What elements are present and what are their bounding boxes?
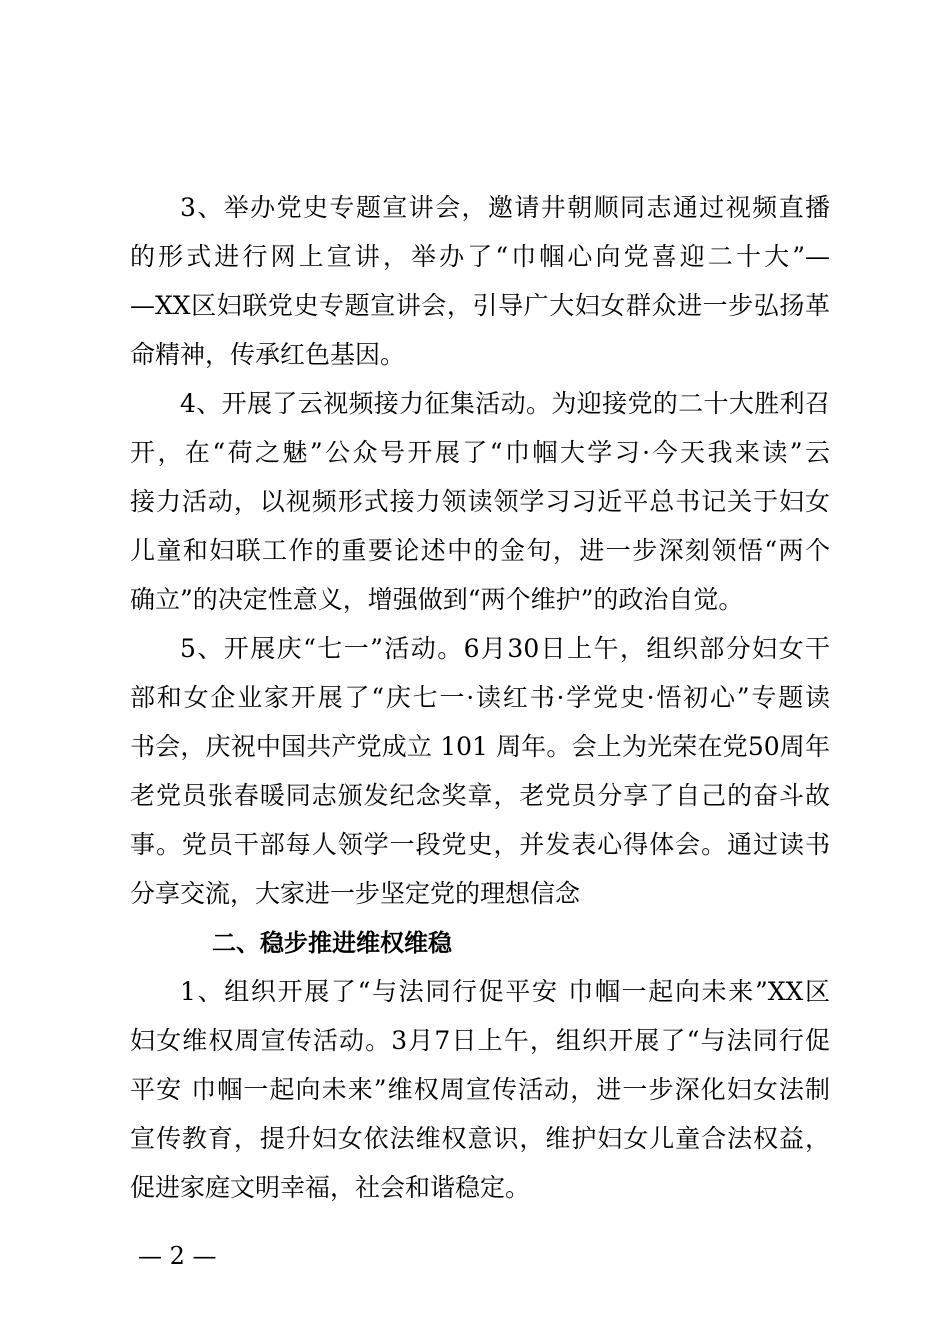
paragraph-3-line-1: 3、举办党史专题宣讲会，邀请井朝顺同志通过视频直播	[180, 193, 830, 222]
paragraph-3-line-3: —XX区妇联党史专题宣讲会，引导广大妇女群众进一步弘扬革	[130, 291, 830, 320]
paragraph-6-line-3: 平安 巾帼一起向未来”维权周宣传活动，进一步深化妇女法制	[130, 1075, 830, 1104]
paragraph-6-line-1: 1、组织开展了“与法同行促平安 巾帼一起向未来”XX区	[180, 977, 830, 1006]
paragraph-5-line-5: 事。党员干部每人领学一段党史，并发表心得体会。通过读书	[130, 830, 830, 859]
page-number: — 2 —	[138, 1242, 217, 1270]
paragraph-5-line-3: 书会，庆祝中国共产党成立 101 周年。会上为光荣在党50周年	[130, 732, 830, 761]
paragraph-4-line-4: 儿童和妇联工作的重要论述中的金句，进一步深刻领悟“两个	[130, 536, 830, 565]
paragraph-4-line-2: 开，在“荷之魅”公众号开展了“巾帼大学习·今天我来读”云	[130, 438, 830, 467]
paragraph-4-line-1: 4、开展了云视频接力征集活动。为迎接党的二十大胜利召	[180, 389, 830, 418]
paragraph-3-line-2: 的形式进行网上宣讲，举办了“巾帼心向党喜迎二十大”—	[130, 242, 830, 271]
section-heading: 二、稳步推进维权维稳	[212, 929, 452, 957]
paragraph-6-line-5: 促进家庭文明幸福，社会和谐稳定。	[130, 1173, 531, 1202]
paragraph-4-line-5: 确立”的决定性意义，增强做到“两个维护”的政治自觉。	[130, 585, 744, 614]
paragraph-5-line-2: 部和女企业家开展了“庆七一·读红书·学党史·悟初心”专题读	[130, 683, 830, 712]
paragraph-6-line-4: 宣传教育，提升妇女依法维权意识，维护妇女儿童合法权益，	[130, 1124, 830, 1153]
paragraph-3-line-4: 命精神，传承红色基因。	[130, 340, 406, 369]
paragraph-5-line-6: 分享交流，大家进一步坚定党的理想信念	[130, 879, 581, 908]
paragraph-5-line-4: 老党员张春暖同志颁发纪念奖章，老党员分享了自己的奋斗故	[130, 781, 830, 810]
paragraph-4-line-3: 接力活动，以视频形式接力领读领学习习近平总书记关于妇女	[130, 487, 830, 516]
paragraph-5-line-1: 5、开展庆“七一”活动。6月30日上午，组织部分妇女干	[180, 634, 830, 663]
paragraph-6-line-2: 妇女维权周宣传活动。3月7日上午，组织开展了“与法同行促	[130, 1026, 830, 1055]
